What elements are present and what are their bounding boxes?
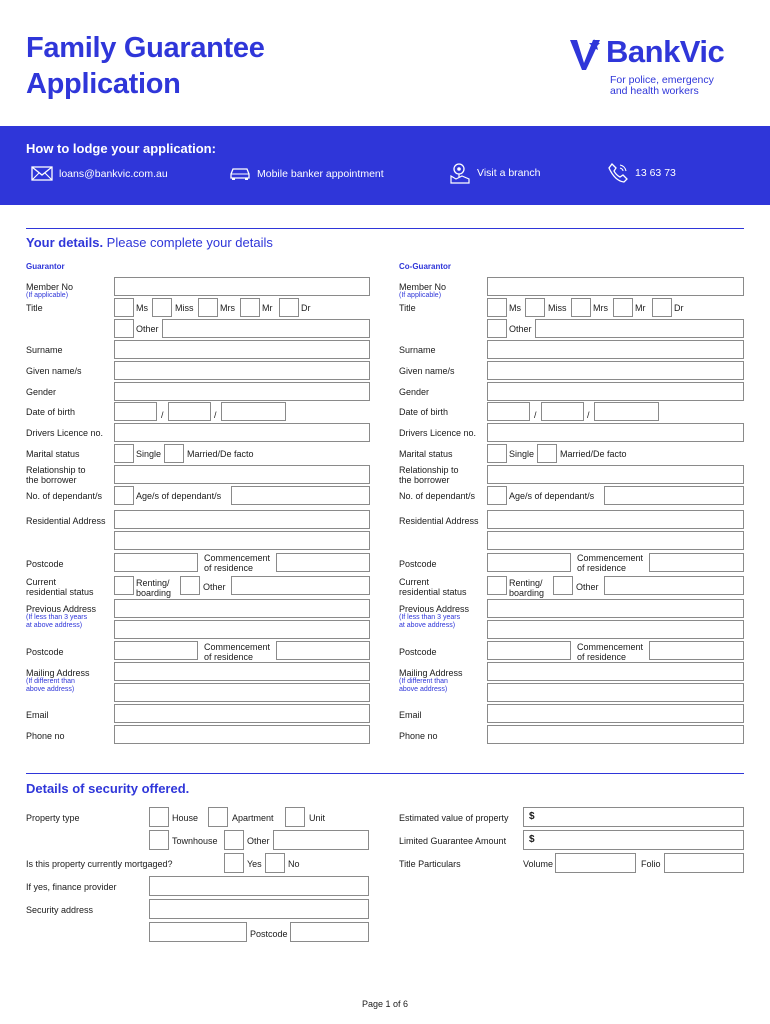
co-guarantor-ages-label: Age/s of dependant/s: [509, 491, 595, 501]
tagline-line1: For police, emergency: [610, 74, 714, 86]
co-guarantor-previous-field-1[interactable]: [487, 599, 744, 618]
co-guarantor-title-mrs-checkbox[interactable]: [571, 298, 591, 317]
co-guarantor-email-label: Email: [399, 710, 422, 720]
guarantor-mailing-label: Mailing Address: [26, 668, 90, 678]
guarantor-email-label: Email: [26, 710, 49, 720]
estimated-value-label: Estimated value of property: [399, 813, 509, 823]
co-guarantor-renting-label-2: boarding: [509, 588, 545, 598]
guarantor-dob-day-field[interactable]: [114, 402, 157, 421]
security-address-label: Security address: [26, 905, 94, 915]
guarantor-dob-sep1: /: [161, 410, 164, 420]
co-guarantor-given-names-field[interactable]: [487, 361, 744, 380]
co-guarantor-previous-hint-1: (If less than 3 years: [399, 614, 461, 621]
lodge-phone-text: 13 63 73: [635, 167, 676, 179]
co-guarantor-title-other-label: Other: [509, 324, 532, 334]
guarantor-commencement-label-1: Commencement: [204, 553, 271, 563]
lodge-email-text: loans@bankvic.com.au: [59, 167, 168, 180]
unit-label: Unit: [309, 813, 326, 823]
guarantor-phone-label: Phone no: [26, 731, 65, 741]
co-guarantor-previous-postcode-label: Postcode: [399, 647, 437, 657]
details-title-bold: Your details.: [26, 235, 104, 250]
guarantor-renting-label-1: Renting/: [136, 578, 170, 588]
co-guarantor-dob-label: Date of birth: [399, 407, 449, 417]
guarantor-gender-field[interactable]: [114, 382, 370, 401]
guarantor-title-ms-label: Ms: [136, 303, 148, 313]
guarantor-title-mr-checkbox[interactable]: [240, 298, 260, 317]
guarantor-current-label-2: residential status: [26, 587, 94, 597]
guarantor-other-status-checkbox[interactable]: [180, 576, 200, 595]
co-guarantor-title-ms-checkbox[interactable]: [487, 298, 507, 317]
lodge-phone[interactable]: [607, 162, 676, 184]
guarantor-licence-label: Drivers Licence no.: [26, 428, 104, 438]
mortgaged-yes-label: Yes: [247, 859, 262, 869]
lodge-branch[interactable]: [449, 162, 540, 184]
brand-name: BankVic: [606, 34, 725, 69]
mortgaged-no-label: No: [288, 859, 300, 869]
co-guarantor-given-names-label: Given name/s: [399, 366, 455, 376]
co-guarantor-member-no-field[interactable]: [487, 277, 744, 296]
co-guarantor-dob-month-field[interactable]: [541, 402, 584, 421]
guarantor-relationship-label-2: the borrower: [26, 475, 77, 485]
co-guarantor-residential-field-2[interactable]: [487, 531, 744, 550]
guarantor-ages-field[interactable]: [231, 486, 370, 505]
townhouse-label: Townhouse: [172, 836, 218, 846]
bankvic-logo-icon: [569, 38, 605, 72]
co-guarantor-dob-sep2: /: [587, 410, 590, 420]
co-guarantor-other-status-checkbox[interactable]: [553, 576, 573, 595]
guarantor-previous-postcode-label: Postcode: [26, 647, 64, 657]
co-guarantor-title-mr-label: Mr: [635, 303, 646, 313]
car-icon: [229, 166, 251, 181]
co-guarantor-dob-year-field[interactable]: [594, 402, 659, 421]
co-guarantor-renting-checkbox[interactable]: [487, 576, 507, 595]
co-guarantor-heading: Co-Guarantor: [399, 262, 451, 271]
co-guarantor-previous-commencement-label-2: of residence: [577, 652, 627, 662]
co-guarantor-surname-field[interactable]: [487, 340, 744, 359]
co-guarantor-previous-commencement-field[interactable]: [649, 641, 744, 660]
co-guarantor-postcode-label: Postcode: [399, 559, 437, 569]
co-guarantor-previous-field-2[interactable]: [487, 620, 744, 639]
co-guarantor-title-dr-checkbox[interactable]: [652, 298, 672, 317]
guarantor-surname-field[interactable]: [114, 340, 370, 359]
guarantor-title-dr-label: Dr: [301, 303, 311, 313]
guarantor-residential-field-1[interactable]: [114, 510, 370, 529]
other-property-checkbox[interactable]: [224, 830, 244, 850]
co-guarantor-email-field[interactable]: [487, 704, 744, 723]
guarantor-title-other-field[interactable]: [162, 319, 370, 338]
lodge-mobile-banker[interactable]: [229, 166, 384, 181]
co-guarantor-marital-single-label: Single: [509, 449, 535, 459]
co-guarantor-ages-field[interactable]: [604, 486, 744, 505]
guarantor-mailing-hint-2: above address): [26, 686, 75, 693]
co-guarantor-title-dr-label: Dr: [674, 303, 684, 313]
co-guarantor-marital-single-checkbox[interactable]: [487, 444, 507, 463]
co-guarantor-dob-sep1: /: [534, 410, 537, 420]
guarantor-relationship-label-1: Relationship to: [26, 465, 86, 475]
co-guarantor-title-mrs-label: Mrs: [593, 303, 608, 313]
guarantor-dependants-field[interactable]: [114, 486, 134, 505]
guarantor-member-no-field[interactable]: [114, 277, 370, 296]
folio-field[interactable]: [664, 853, 744, 873]
guarantor-surname-label: Surname: [26, 345, 63, 355]
guarantor-commencement-field[interactable]: [276, 553, 370, 572]
guarantor-previous-label: Previous Address: [26, 604, 97, 614]
section-divider: [26, 773, 744, 774]
co-guarantor-residential-field-1[interactable]: [487, 510, 744, 529]
guarantor-dob-year-field[interactable]: [221, 402, 286, 421]
co-guarantor-dob-day-field[interactable]: [487, 402, 530, 421]
volume-field[interactable]: [555, 853, 636, 873]
house-label: House: [172, 813, 199, 823]
limited-amount-label: Limited Guarantee Amount: [399, 836, 507, 846]
co-guarantor-relationship-field[interactable]: [487, 465, 744, 484]
guarantor-title-mr-label: Mr: [262, 303, 273, 313]
co-guarantor-current-label-1: Current: [399, 577, 430, 587]
guarantor-residential-label: Residential Address: [26, 516, 106, 526]
co-guarantor-other-status-field[interactable]: [604, 576, 744, 595]
folio-label: Folio: [641, 859, 661, 869]
co-guarantor-title-ms-label: Ms: [509, 303, 521, 313]
co-guarantor-residential-label: Residential Address: [399, 516, 479, 526]
envelope-icon: [31, 166, 53, 181]
security-postcode-label: Postcode: [250, 929, 288, 939]
co-guarantor-mailing-label: Mailing Address: [399, 668, 463, 678]
co-guarantor-other-status-label: Other: [576, 582, 599, 592]
co-guarantor-marital-married-label: Married/De facto: [560, 449, 627, 459]
guarantor-previous-postcode-field[interactable]: [114, 641, 198, 660]
guarantor-title-ms-checkbox[interactable]: [114, 298, 134, 317]
co-guarantor-current-label-2: residential status: [399, 587, 467, 597]
guarantor-previous-hint-1: (If less than 3 years: [26, 614, 88, 621]
co-guarantor-member-no-label: Member No: [399, 282, 447, 292]
mortgaged-no-checkbox[interactable]: [265, 853, 285, 873]
guarantor-member-no-label: Member No: [26, 282, 74, 292]
co-guarantor-renting-label-1: Renting/: [509, 578, 543, 588]
co-guarantor-marital-married-checkbox[interactable]: [537, 444, 557, 463]
guarantor-current-label-1: Current: [26, 577, 57, 587]
volume-label: Volume: [523, 859, 554, 869]
co-guarantor-commencement-label-1: Commencement: [577, 553, 644, 563]
other-property-field[interactable]: [273, 830, 369, 850]
mortgaged-yes-checkbox[interactable]: [224, 853, 244, 873]
guarantor-given-names-field[interactable]: [114, 361, 370, 380]
guarantor-renting-checkbox[interactable]: [114, 576, 134, 595]
guarantor-marital-label: Marital status: [26, 449, 80, 459]
guarantor-title-dr-checkbox[interactable]: [279, 298, 299, 317]
lodge-mobile-text: Mobile banker appointment: [257, 167, 384, 180]
house-checkbox[interactable]: [149, 807, 169, 827]
co-guarantor-licence-field[interactable]: [487, 423, 744, 442]
guarantor-licence-field[interactable]: [114, 423, 370, 442]
security-section-title: Details of security offered.: [26, 781, 190, 796]
co-guarantor-previous-commencement-label-1: Commencement: [577, 642, 644, 652]
guarantor-mailing-field-1[interactable]: [114, 662, 370, 681]
guarantor-title-other-label: Other: [136, 324, 159, 334]
guarantor-dob-sep2: /: [214, 410, 217, 420]
co-guarantor-mailing-hint-2: above address): [399, 686, 448, 693]
guarantor-marital-married-checkbox[interactable]: [164, 444, 184, 463]
co-guarantor-title-other-field[interactable]: [535, 319, 744, 338]
co-guarantor-title-other-checkbox[interactable]: [487, 319, 507, 338]
guarantor-heading: Guarantor: [26, 262, 65, 271]
guarantor-mailing-hint-1: (If different than: [26, 678, 75, 685]
co-guarantor-member-no-hint: (If applicable): [399, 292, 442, 299]
guarantor-member-no-hint: (If applicable): [26, 292, 69, 299]
guarantor-title-mrs-checkbox[interactable]: [198, 298, 218, 317]
guarantor-mailing-field-2[interactable]: [114, 683, 370, 702]
guarantor-previous-commencement-field[interactable]: [276, 641, 370, 660]
unit-checkbox[interactable]: [285, 807, 305, 827]
guarantor-marital-single-label: Single: [136, 449, 162, 459]
location-pin-icon: [449, 162, 471, 184]
townhouse-checkbox[interactable]: [149, 830, 169, 850]
guarantor-other-status-field[interactable]: [231, 576, 370, 595]
guarantor-dependants-label: No. of dependant/s: [26, 491, 103, 501]
co-guarantor-title-miss-label: Miss: [548, 303, 567, 313]
co-guarantor-gender-label: Gender: [399, 387, 430, 397]
finance-provider-field[interactable]: [149, 876, 369, 896]
guarantor-dob-month-field[interactable]: [168, 402, 211, 421]
guarantor-previous-commencement-label-2: of residence: [204, 652, 254, 662]
co-guarantor-dependants-field[interactable]: [487, 486, 507, 505]
security-address-line2-field[interactable]: [149, 922, 247, 942]
guarantor-email-field[interactable]: [114, 704, 370, 723]
other-property-label: Other: [247, 836, 270, 846]
guarantor-title-miss-label: Miss: [175, 303, 194, 313]
estimated-value-field[interactable]: [523, 807, 744, 827]
co-guarantor-mailing-field-1[interactable]: [487, 662, 744, 681]
co-guarantor-phone-field[interactable]: [487, 725, 744, 744]
title-particulars-label: Title Particulars: [399, 859, 461, 869]
security-address-field[interactable]: [149, 899, 369, 919]
guarantor-previous-field-1[interactable]: [114, 599, 370, 618]
guarantor-marital-married-label: Married/De facto: [187, 449, 254, 459]
co-guarantor-phone-label: Phone no: [399, 731, 438, 741]
co-guarantor-marital-label: Marital status: [399, 449, 453, 459]
details-section-title: [26, 235, 273, 250]
page-number: Page 1 of 6: [361, 999, 409, 1009]
guarantor-previous-hint-2: at above address): [26, 622, 83, 629]
guarantor-other-status-label: Other: [203, 582, 226, 592]
co-guarantor-relationship-label-2: the borrower: [399, 475, 450, 485]
limited-amount-currency: $: [529, 834, 535, 845]
details-title-rest: Please complete your details: [103, 235, 273, 250]
guarantor-phone-field[interactable]: [114, 725, 370, 744]
security-postcode-field[interactable]: [290, 922, 369, 942]
guarantor-title-miss-checkbox[interactable]: [152, 298, 172, 317]
co-guarantor-licence-label: Drivers Licence no.: [399, 428, 477, 438]
co-guarantor-title-miss-checkbox[interactable]: [525, 298, 545, 317]
co-guarantor-commencement-field[interactable]: [649, 553, 744, 572]
co-guarantor-commencement-label-2: of residence: [577, 563, 627, 573]
guarantor-given-names-label: Given name/s: [26, 366, 82, 376]
brand-tagline: [610, 75, 714, 96]
guarantor-postcode-field[interactable]: [114, 553, 198, 572]
co-guarantor-title-label: Title: [399, 303, 416, 313]
form-title-line1: Family Guarantee: [26, 32, 265, 64]
guarantor-renting-label-2: boarding: [136, 588, 172, 598]
guarantor-commencement-label-2: of residence: [204, 563, 254, 573]
co-guarantor-mailing-field-2[interactable]: [487, 683, 744, 702]
co-guarantor-previous-postcode-field[interactable]: [487, 641, 571, 660]
guarantor-dob-label: Date of birth: [26, 407, 76, 417]
guarantor-residential-field-2[interactable]: [114, 531, 370, 550]
co-guarantor-previous-label: Previous Address: [399, 604, 470, 614]
guarantor-relationship-field[interactable]: [114, 465, 370, 484]
co-guarantor-title-mr-checkbox[interactable]: [613, 298, 633, 317]
lodge-email[interactable]: [31, 166, 168, 181]
guarantor-postcode-label: Postcode: [26, 559, 64, 569]
guarantor-previous-field-2[interactable]: [114, 620, 370, 639]
co-guarantor-gender-field[interactable]: [487, 382, 744, 401]
lodge-branch-text: Visit a branch: [477, 167, 541, 179]
guarantor-gender-label: Gender: [26, 387, 57, 397]
limited-amount-field[interactable]: [523, 830, 744, 850]
co-guarantor-dependants-label: No. of dependant/s: [399, 491, 476, 501]
phone-icon: [607, 162, 629, 184]
property-type-label: Property type: [26, 813, 80, 823]
guarantor-title-mrs-label: Mrs: [220, 303, 235, 313]
co-guarantor-mailing-hint-1: (If different than: [399, 678, 448, 685]
section-divider: [26, 228, 744, 229]
guarantor-previous-commencement-label-1: Commencement: [204, 642, 271, 652]
apartment-label: Apartment: [232, 813, 274, 823]
guarantor-title-label: Title: [26, 303, 43, 313]
form-title: [26, 30, 265, 102]
estimated-value-currency: $: [529, 811, 535, 822]
guarantor-marital-single-checkbox[interactable]: [114, 444, 134, 463]
form-title-line2: Application: [26, 68, 181, 100]
guarantor-ages-label: Age/s of dependant/s: [136, 491, 222, 501]
tagline-line2: and health workers: [610, 84, 699, 97]
co-guarantor-postcode-field[interactable]: [487, 553, 571, 572]
apartment-checkbox[interactable]: [208, 807, 228, 827]
lodge-title: How to lodge your application:: [26, 141, 216, 156]
mortgaged-label: Is this property currently mortgaged?: [26, 859, 173, 869]
co-guarantor-surname-label: Surname: [399, 345, 436, 355]
co-guarantor-previous-hint-2: at above address): [399, 622, 456, 629]
finance-provider-label: If yes, finance provider: [26, 882, 117, 892]
co-guarantor-relationship-label-1: Relationship to: [399, 465, 459, 475]
guarantor-title-other-checkbox[interactable]: [114, 319, 134, 338]
